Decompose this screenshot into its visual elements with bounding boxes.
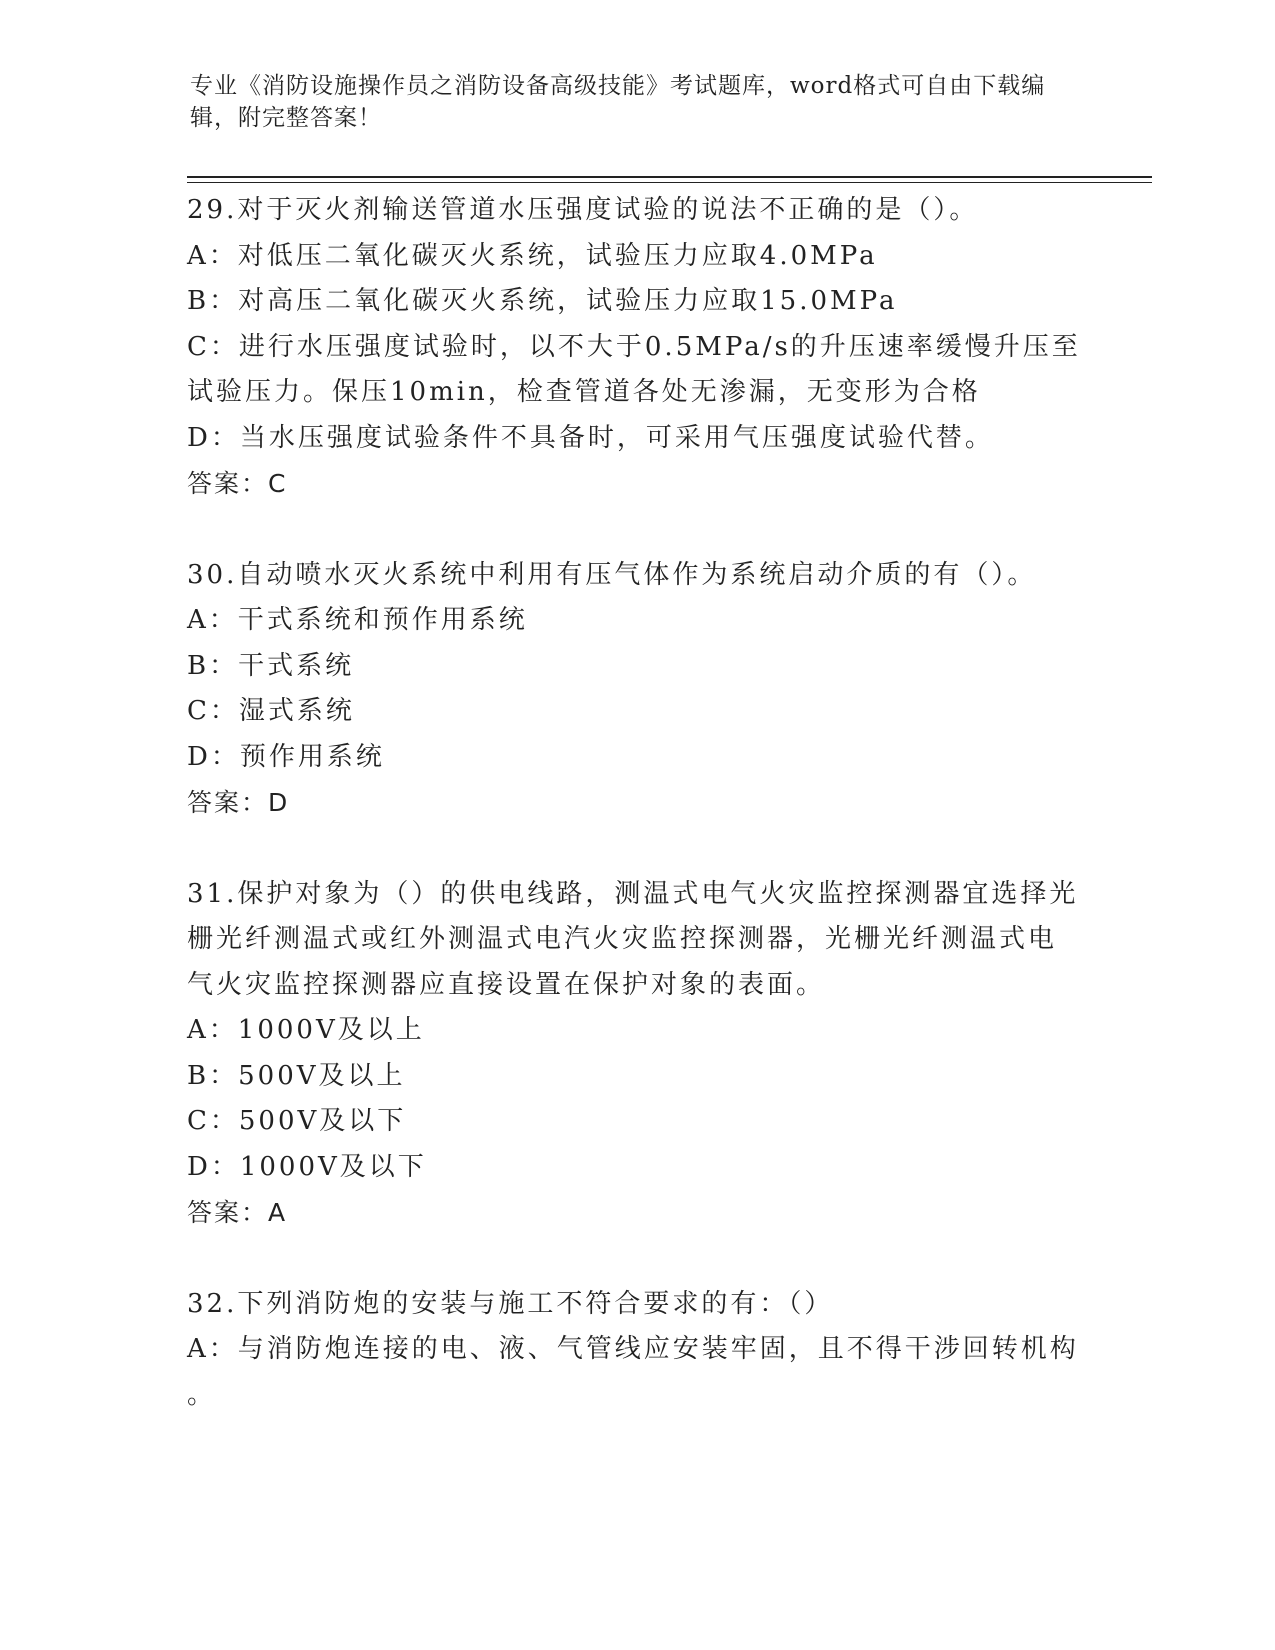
option-d: D：当水压强度试验条件不具备时，可采用气压强度试验代替。 <box>187 422 994 453</box>
header-line-2: 辑，附完整答案！ <box>190 105 382 131</box>
option-a: A：干式系统和预作用系统 <box>187 605 528 635</box>
question-30 <box>187 553 1087 826</box>
question-stem: 31.保护对象为（）的供电线路，测温式电气火灾监控探测器宜选择光 <box>187 878 1079 909</box>
option-c-continued: 试验压力。保压10min，检查管道各处无渗漏，无变形为合格 <box>187 377 981 407</box>
spacer <box>187 507 1087 553</box>
question-stem: 32.下列消防炮的安装与施工不符合要求的有：（） <box>187 1288 834 1319</box>
question-31 <box>187 872 1087 1236</box>
option-c: C：500V及以下 <box>187 1106 407 1136</box>
question-stem-continued: 气火灾监控探测器应直接设置在保护对象的表面。 <box>187 969 826 1000</box>
option-d: D：1000V及以下 <box>187 1151 427 1182</box>
option-d: D：预作用系统 <box>187 741 385 772</box>
option-b: B：500V及以上 <box>187 1060 406 1091</box>
question-stem: 29.对于灭火剂输送管道水压强度试验的说法不正确的是（）。 <box>187 195 979 225</box>
question-stem-continued: 栅光纤测温式或红外测温式电汽火灾监控探测器，光栅光纤测温式电 <box>187 924 1058 954</box>
option-a: A：对低压二氧化碳灭火系统，试验压力应取4.0MPa <box>187 240 878 271</box>
question-stem: 30.自动喷水灭火系统中利用有压气体作为系统启动介质的有（）。 <box>187 559 1037 590</box>
question-list <box>187 188 1087 1418</box>
option-c: C：湿式系统 <box>187 696 355 726</box>
option-b: B：干式系统 <box>187 650 355 681</box>
answer: 答案：D <box>187 788 290 817</box>
option-a-continued: 。 <box>187 1379 217 1410</box>
header-line-1: 专业《消防设施操作员之消防设备高级技能》考试题库，word格式可自由下载编 <box>190 73 1046 99</box>
document-header <box>190 70 1070 134</box>
spacer <box>187 1236 1087 1282</box>
question-32 <box>187 1282 1087 1419</box>
answer: 答案：A <box>187 1198 288 1227</box>
option-b: B：对高压二氧化碳灭火系统，试验压力应取15.0MPa <box>187 286 898 316</box>
option-c: C：进行水压强度试验时，以不大于0.5MPa/s的升压速率缓慢升压至 <box>187 331 1081 362</box>
option-a: A：1000V及以上 <box>187 1015 425 1045</box>
spacer <box>187 826 1087 872</box>
header-divider-thick <box>187 176 1152 178</box>
answer: 答案：C <box>187 469 288 498</box>
question-29 <box>187 188 1087 507</box>
option-a: A：与消防炮连接的电、液、气管线应安装牢固，且不得干涉回转机构 <box>187 1334 1079 1364</box>
header-divider-thin <box>187 182 1152 183</box>
